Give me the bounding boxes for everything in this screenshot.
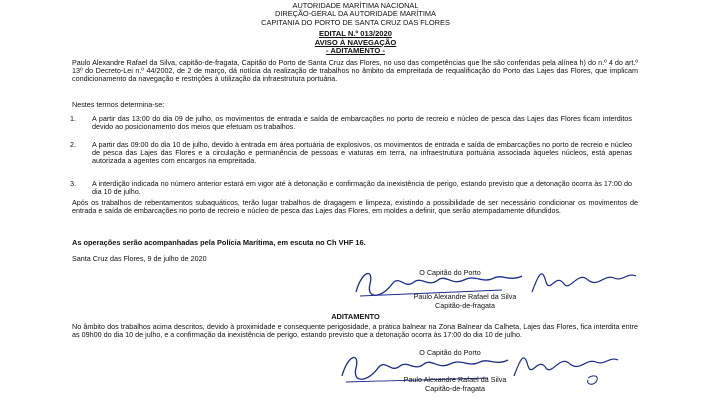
list-item — [70, 140, 632, 166]
document-date: Santa Cruz das Flores, 9 de julho de 2020 — [72, 254, 207, 263]
signature-2-role: O Capitão do Porto — [419, 348, 481, 357]
list-item-text: A partir das 09:00 do dia 10 de julho, devido à entrada em área portuária de explosivos, os movimentos de entrada e saída de embarcações no porto de recreio e núcleo de pesca das Lajes das Flores e a circulação e permanência de pessoas e viaturas em terra, na infraestrutura portuária associada àqueles núcleos, está apenas autorizada a agentes com encargos na empreitada. — [92, 140, 632, 166]
header-capitania: CAPITANIA DO PORTO DE SANTA CRUZ DAS FLORES — [261, 17, 450, 27]
list-item-text: A partir das 13:00 do dia 09 de julho, os movimentos de entrada e saída de embarcações no porto de recreio e núcleo de pesca das Lajes das Flores ficam interditos devido ao posicionamento dos meios que efetuam os trabalhos. — [92, 114, 632, 132]
signature-2-name: Paulo Alexandre Rafael da Silva — [403, 375, 507, 384]
signature-2-rank: Capitão-de-fragata — [425, 383, 485, 393]
aditamento-paragraph: No âmbito dos trabalhos acima descritos, devido à proximidade e consequente perigosidade, a prática balnear na Zona Balnear da Calheta, Lajes das Flores, fica interdita entre as 09h00 do dia 10 de julho, e a confirmação da inexistência de perigo, estando previsto que a detonação ocorra às 17:00 do dia 10 de julho. — [72, 322, 638, 340]
signature-1-block — [380, 293, 550, 310]
intro-paragraph: Paulo Alexandre Rafael da Silva, capitão-de-fragata, Capitão do Porto de Santa Cruz das Flores, no uso das competências que lhe são conferidas pela alínea h) do n.º 4 do art.º 13º do Decreto-Lei n.º 44/2002, de 2 de março, dá notícia da realização de trabalhos no âmbito da empreitada de requalificação do Porto das Lajes das Flores, que implicam condicionamento da navegação e restrições à utilização da infraestrutura portuária. — [72, 58, 638, 84]
list-item-text: A interdição indicada no número anterior estará em vigor até à detonação e confirmação da inexistência de perigo, estando previsto que a detonação ocorra às 17:00 do dia 10 de julho. — [92, 179, 632, 197]
header-authority: AUTORIDADE MARÍTIMA NACIONAL — [292, 1, 419, 10]
list-item-number: 2. — [70, 140, 76, 149]
aditamento-title: ADITAMENTO — [331, 312, 380, 321]
signature-2-block — [370, 376, 540, 393]
list-item — [70, 179, 632, 197]
edital-title-block — [0, 30, 711, 56]
policia-line: As operações serão acompanhadas pela Polícia Marítima, em escuta no Ch VHF 16. — [72, 238, 366, 247]
list-item-number: 3. — [70, 179, 76, 188]
signature-1-rank: Capitão-de-fragata — [435, 300, 495, 310]
list-item — [70, 114, 632, 132]
after-paragraph: Após os trabalhos de rebentamentos subaquáticos, terão lugar trabalhos de dragagem e limpeza, existindo a possibilidade de ser necessário condicionar os movimentos de entrada e saída de embarcações no porto de recreio e núcleo de pesca das Lajes das Flores, em moldes a definir, que serão atempadamente difundidos. — [72, 198, 638, 216]
edital-number: EDITAL N.º 013/2020 — [319, 29, 392, 38]
signature-1-name: Paulo Alexandre Rafael da Silva — [413, 292, 517, 301]
signature-1-role: O Capitão do Porto — [419, 268, 481, 277]
determina-line: Nestes termos determina-se: — [72, 100, 165, 109]
list-item-number: 1. — [70, 114, 76, 123]
header-directorate: DIREÇÃO-GERAL DA AUTORIDADE MARÍTIMA — [275, 9, 436, 19]
edital-subtitle: AVISO À NAVEGAÇÃO — [314, 37, 397, 47]
document-header — [0, 2, 711, 27]
edital-type: - ADITAMENTO - — [326, 46, 385, 56]
